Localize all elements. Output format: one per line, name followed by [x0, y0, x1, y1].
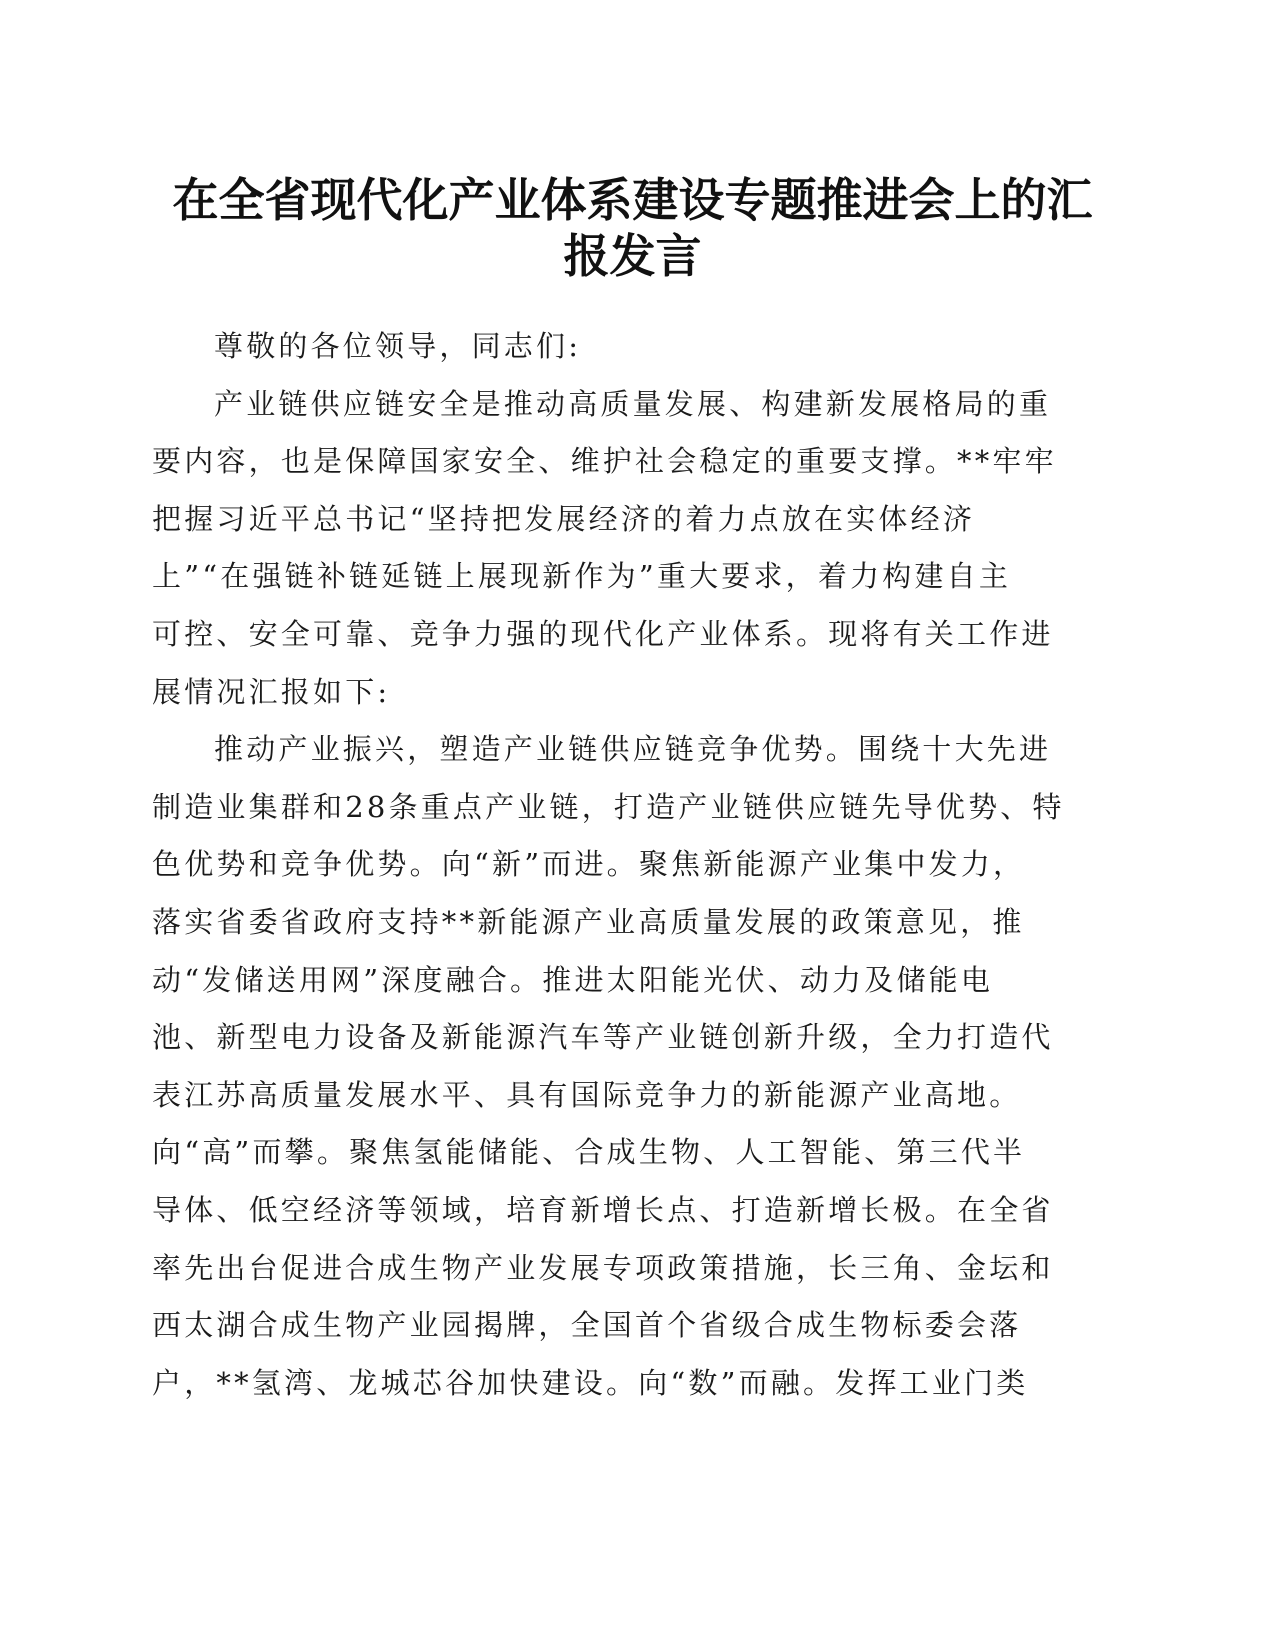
- paragraph-2-line-1: 推动产业振兴，塑造产业链供应链竞争优势。围绕十大先进: [214, 732, 1052, 767]
- paragraph-1-line-1: 产业链供应链安全是推动高质量发展、构建新发展格局的重: [214, 386, 1052, 421]
- paragraph-2-line-6: 池、新型电力设备及新能源汽车等产业链创新升级，全力打造代: [152, 1020, 1054, 1055]
- paragraph-1-line-2: 要内容，也是保障国家安全、维护社会稳定的重要支撑。**牢牢: [152, 444, 1057, 479]
- paragraph-2-line-9: 导体、低空经济等领域，培育新增长点、打造新增长极。在全省: [152, 1192, 1054, 1227]
- paragraph-1-line-6: 展情况汇报如下:: [152, 674, 391, 709]
- document-title: [150, 172, 1115, 284]
- paragraph-2-line-2: 制造业集群和28条重点产业链，打造产业链供应链先导优势、特: [152, 789, 1065, 824]
- document-body: [152, 318, 1065, 1412]
- title-line-2: 报发言: [563, 229, 702, 283]
- salutation: 尊敬的各位领导，同志们:: [214, 329, 582, 363]
- title-line-1: 在全省现代化产业体系建设专题推进会上的汇: [172, 173, 1093, 227]
- paragraph-2-line-12: 户，**氢湾、龙城芯谷加快建设。向“数”而融。发挥工业门类: [152, 1365, 1029, 1400]
- paragraph-2-line-8: 向“高”而攀。聚焦氢能储能、合成生物、人工智能、第三代半: [152, 1135, 1026, 1170]
- paragraph-2-line-3: 色优势和竞争优势。向“新”而进。聚焦新能源产业集中发力，: [152, 847, 1026, 882]
- paragraph-2-line-11: 西太湖合成生物产业园揭牌，全国首个省级合成生物标委会落: [152, 1308, 1022, 1343]
- paragraph-2-line-5: 动“发储送用网”深度融合。推进太阳能光伏、动力及储能电: [152, 962, 994, 997]
- paragraph-1-line-4: 上”“在强链补链延链上展现新作为”重大要求，着力构建自主: [152, 559, 1012, 594]
- paragraph-2-line-7: 表江苏高质量发展水平、具有国际竞争力的新能源产业高地。: [152, 1077, 1022, 1112]
- paragraph-1-line-3: 把握习近平总书记“坚持把发展经济的着力点放在实体经济: [152, 501, 976, 536]
- paragraph-2-line-4: 落实省委省政府支持**新能源产业高质量发展的政策意见，推: [152, 904, 1025, 939]
- paragraph-1-line-5: 可控、安全可靠、竞争力强的现代化产业体系。现将有关工作进: [152, 616, 1054, 651]
- paragraph-2-line-10: 率先出台促进合成生物产业发展专项政策措施，长三角、金坛和: [152, 1250, 1054, 1285]
